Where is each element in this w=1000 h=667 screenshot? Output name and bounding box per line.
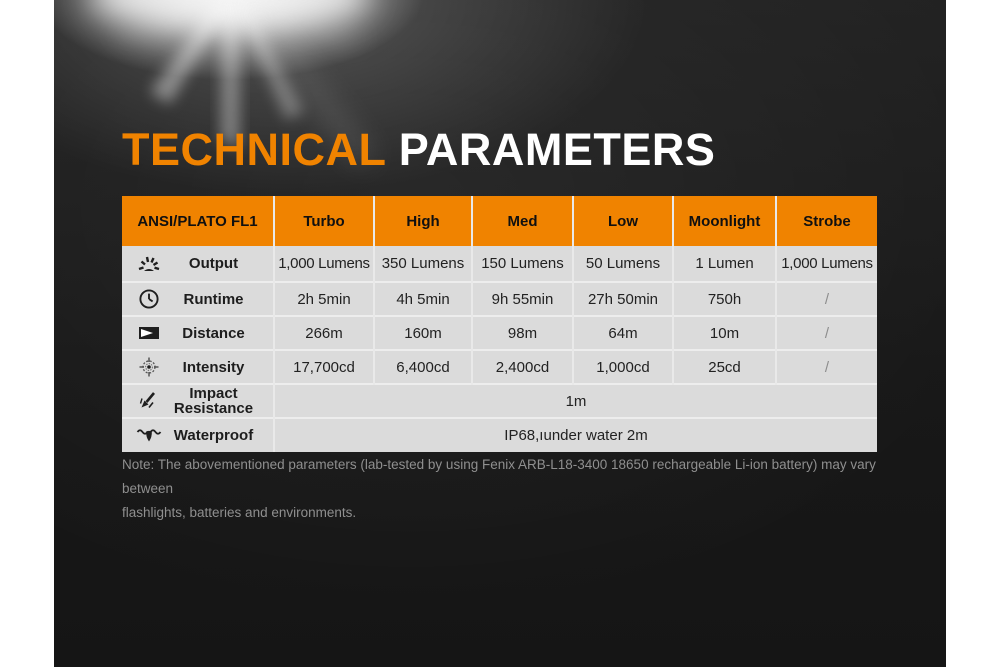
- col-header-low: Low: [573, 196, 673, 246]
- light-output-icon: [132, 253, 166, 275]
- output-med: 150 Lumens: [472, 246, 573, 282]
- distance-turbo: 266m: [274, 316, 374, 350]
- footnote: [122, 453, 892, 525]
- table-row-output: [122, 246, 877, 282]
- page-title: [122, 124, 715, 176]
- distance-med: 98m: [472, 316, 573, 350]
- title-accent-word: TECHNICAL: [122, 124, 386, 175]
- col-header-high: High: [374, 196, 472, 246]
- table-header-row: [122, 196, 877, 246]
- output-strobe: 1,000 Lumens: [776, 246, 877, 282]
- row-label-intensity: Intensity: [182, 358, 245, 376]
- technical-parameters-table: [122, 196, 877, 452]
- row-label-runtime: Runtime: [183, 290, 244, 308]
- distance-high: 160m: [374, 316, 472, 350]
- row-label-waterproof: Waterproof: [173, 427, 254, 444]
- intensity-med: 2,400cd: [472, 350, 573, 384]
- col-header-med: Med: [472, 196, 573, 246]
- table-row-intensity: [122, 350, 877, 384]
- light-intensity-icon: [132, 356, 166, 378]
- impact-resistance-icon: [132, 389, 166, 413]
- title-rest-word: PARAMETERS: [398, 124, 716, 175]
- runtime-low: 27h 50min: [573, 282, 673, 316]
- clock-icon: [132, 288, 166, 310]
- waterproof-icon: [132, 426, 166, 446]
- table-row-impact-resistance: [122, 384, 877, 418]
- intensity-strobe: /: [776, 350, 877, 384]
- runtime-med: 9h 55min: [472, 282, 573, 316]
- col-header-turbo: Turbo: [274, 196, 374, 246]
- table-row-runtime: [122, 282, 877, 316]
- table-row-distance: [122, 316, 877, 350]
- col-header-moonlight: Moonlight: [673, 196, 776, 246]
- col-header-strobe: Strobe: [776, 196, 877, 246]
- runtime-turbo: 2h 5min: [274, 282, 374, 316]
- output-turbo: 1,000 Lumens: [274, 246, 374, 282]
- distance-moonlight: 10m: [673, 316, 776, 350]
- distance-low: 64m: [573, 316, 673, 350]
- intensity-low: 1,000cd: [573, 350, 673, 384]
- row-label-impact-resistance: Impact Resistance: [173, 385, 254, 417]
- row-label-output: Output: [188, 255, 239, 272]
- beam-distance-icon: [132, 323, 166, 343]
- distance-strobe: /: [776, 316, 877, 350]
- footnote-line-2: flashlights, batteries and environments.: [122, 505, 357, 520]
- output-high: 350 Lumens: [374, 246, 472, 282]
- footnote-line-1: Note: The abovementioned parameters (lab-tested by using Fenix ARB-L18-3400 18650 rechargeable Li-ion battery) may vary between: [122, 457, 876, 496]
- runtime-moonlight: 750h: [673, 282, 776, 316]
- impact-resistance-value: 1m: [274, 384, 877, 418]
- runtime-high: 4h 5min: [374, 282, 472, 316]
- output-low: 50 Lumens: [573, 246, 673, 282]
- intensity-moonlight: 25cd: [673, 350, 776, 384]
- intensity-high: 6,400cd: [374, 350, 472, 384]
- intensity-turbo: 17,700cd: [274, 350, 374, 384]
- row-label-distance: Distance: [182, 324, 245, 342]
- col-header-ansi: ANSI/PLATO FL1: [122, 196, 274, 246]
- runtime-strobe: /: [776, 282, 877, 316]
- waterproof-value: IP68,ıunder water 2m: [274, 418, 877, 452]
- product-hero-image: [54, 0, 946, 667]
- table-row-waterproof: [122, 418, 877, 452]
- output-moonlight: 1 Lumen: [673, 246, 776, 282]
